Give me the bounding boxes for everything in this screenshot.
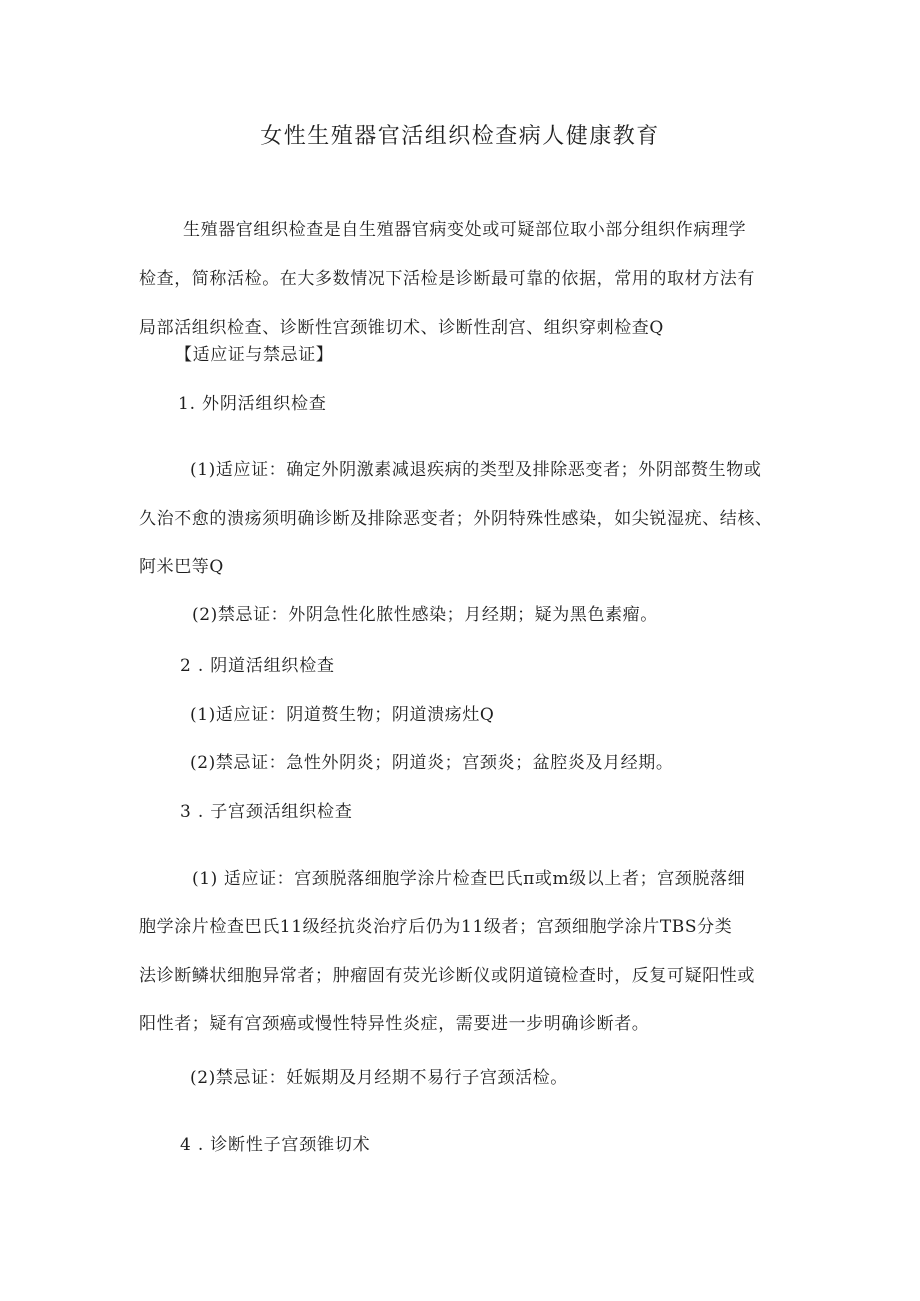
intro-line: 检查，简称活检。在大多数情况下活检是诊断最可靠的依据，常用的取材方法有 <box>139 269 755 289</box>
cervix-contraindication: (2)禁忌证：妊娠期及月经期不易行子宫颈活检。 <box>190 1068 568 1088</box>
cervix-indication-line: 阳性者；疑有宫颈癌或慢性特异性炎症，需要进一步明确诊断者。 <box>139 1014 650 1034</box>
intro-line: 局部活组织检查、诊断性宫颈锥切术、诊断性刮宫、组织穿刺检查Q <box>139 318 664 338</box>
vulva-contraindication: (2)禁忌证：外阴急性化脓性感染；月经期；疑为黑色素瘤。 <box>192 605 658 625</box>
vulva-indication-line: (1)适应证：确定外阴激素减退疾病的类型及排除恶变者；外阴部赘生物或 <box>190 460 762 480</box>
cervix-indication-line: (1) 适应证：宫颈脱落细胞学涂片检查巴氏π或m级以上者；宫颈脱落细 <box>192 869 746 889</box>
vulva-indication-line: 久治不愈的溃疡须明确诊断及排除恶变者；外阴特殊性感染，如尖锐湿疣、结核、 <box>139 509 773 529</box>
section-title-conization: 4 . 诊断性子宫颈锥切术 <box>180 1135 371 1155</box>
section-heading: 【适应证与禁忌证】 <box>175 345 334 365</box>
section-title-vagina: 2 . 阴道活组织检查 <box>180 656 335 676</box>
cervix-indication-line: 胞学涂片检查巴氏11级经抗炎治疗后仍为11级者；宫颈细胞学涂片TBS分类 <box>139 917 733 937</box>
section-title-cervix: 3 . 子宫颈活组织检查 <box>180 802 353 822</box>
section-title-vulva: 1. 外阴活组织检查 <box>178 394 327 414</box>
document-title: 女性生殖器官活组织检查病人健康教育 <box>260 124 660 149</box>
cervix-indication-line: 法诊断鳞状细胞异常者；肿瘤固有荧光诊断仪或阴道镜检查时，反复可疑阳性或 <box>139 966 755 986</box>
vagina-contraindication: (2)禁忌证：急性外阴炎；阴道炎；宫颈炎；盆腔炎及月经期。 <box>190 753 674 773</box>
vagina-indication: (1)适应证：阴道赘生物；阴道溃疡灶Q <box>190 705 495 725</box>
vulva-indication-line: 阿米巴等Q <box>139 557 224 577</box>
intro-line: 生殖器官组织检查是自生殖器官病变处或可疑部位取小部分组织作病理学 <box>183 220 747 240</box>
